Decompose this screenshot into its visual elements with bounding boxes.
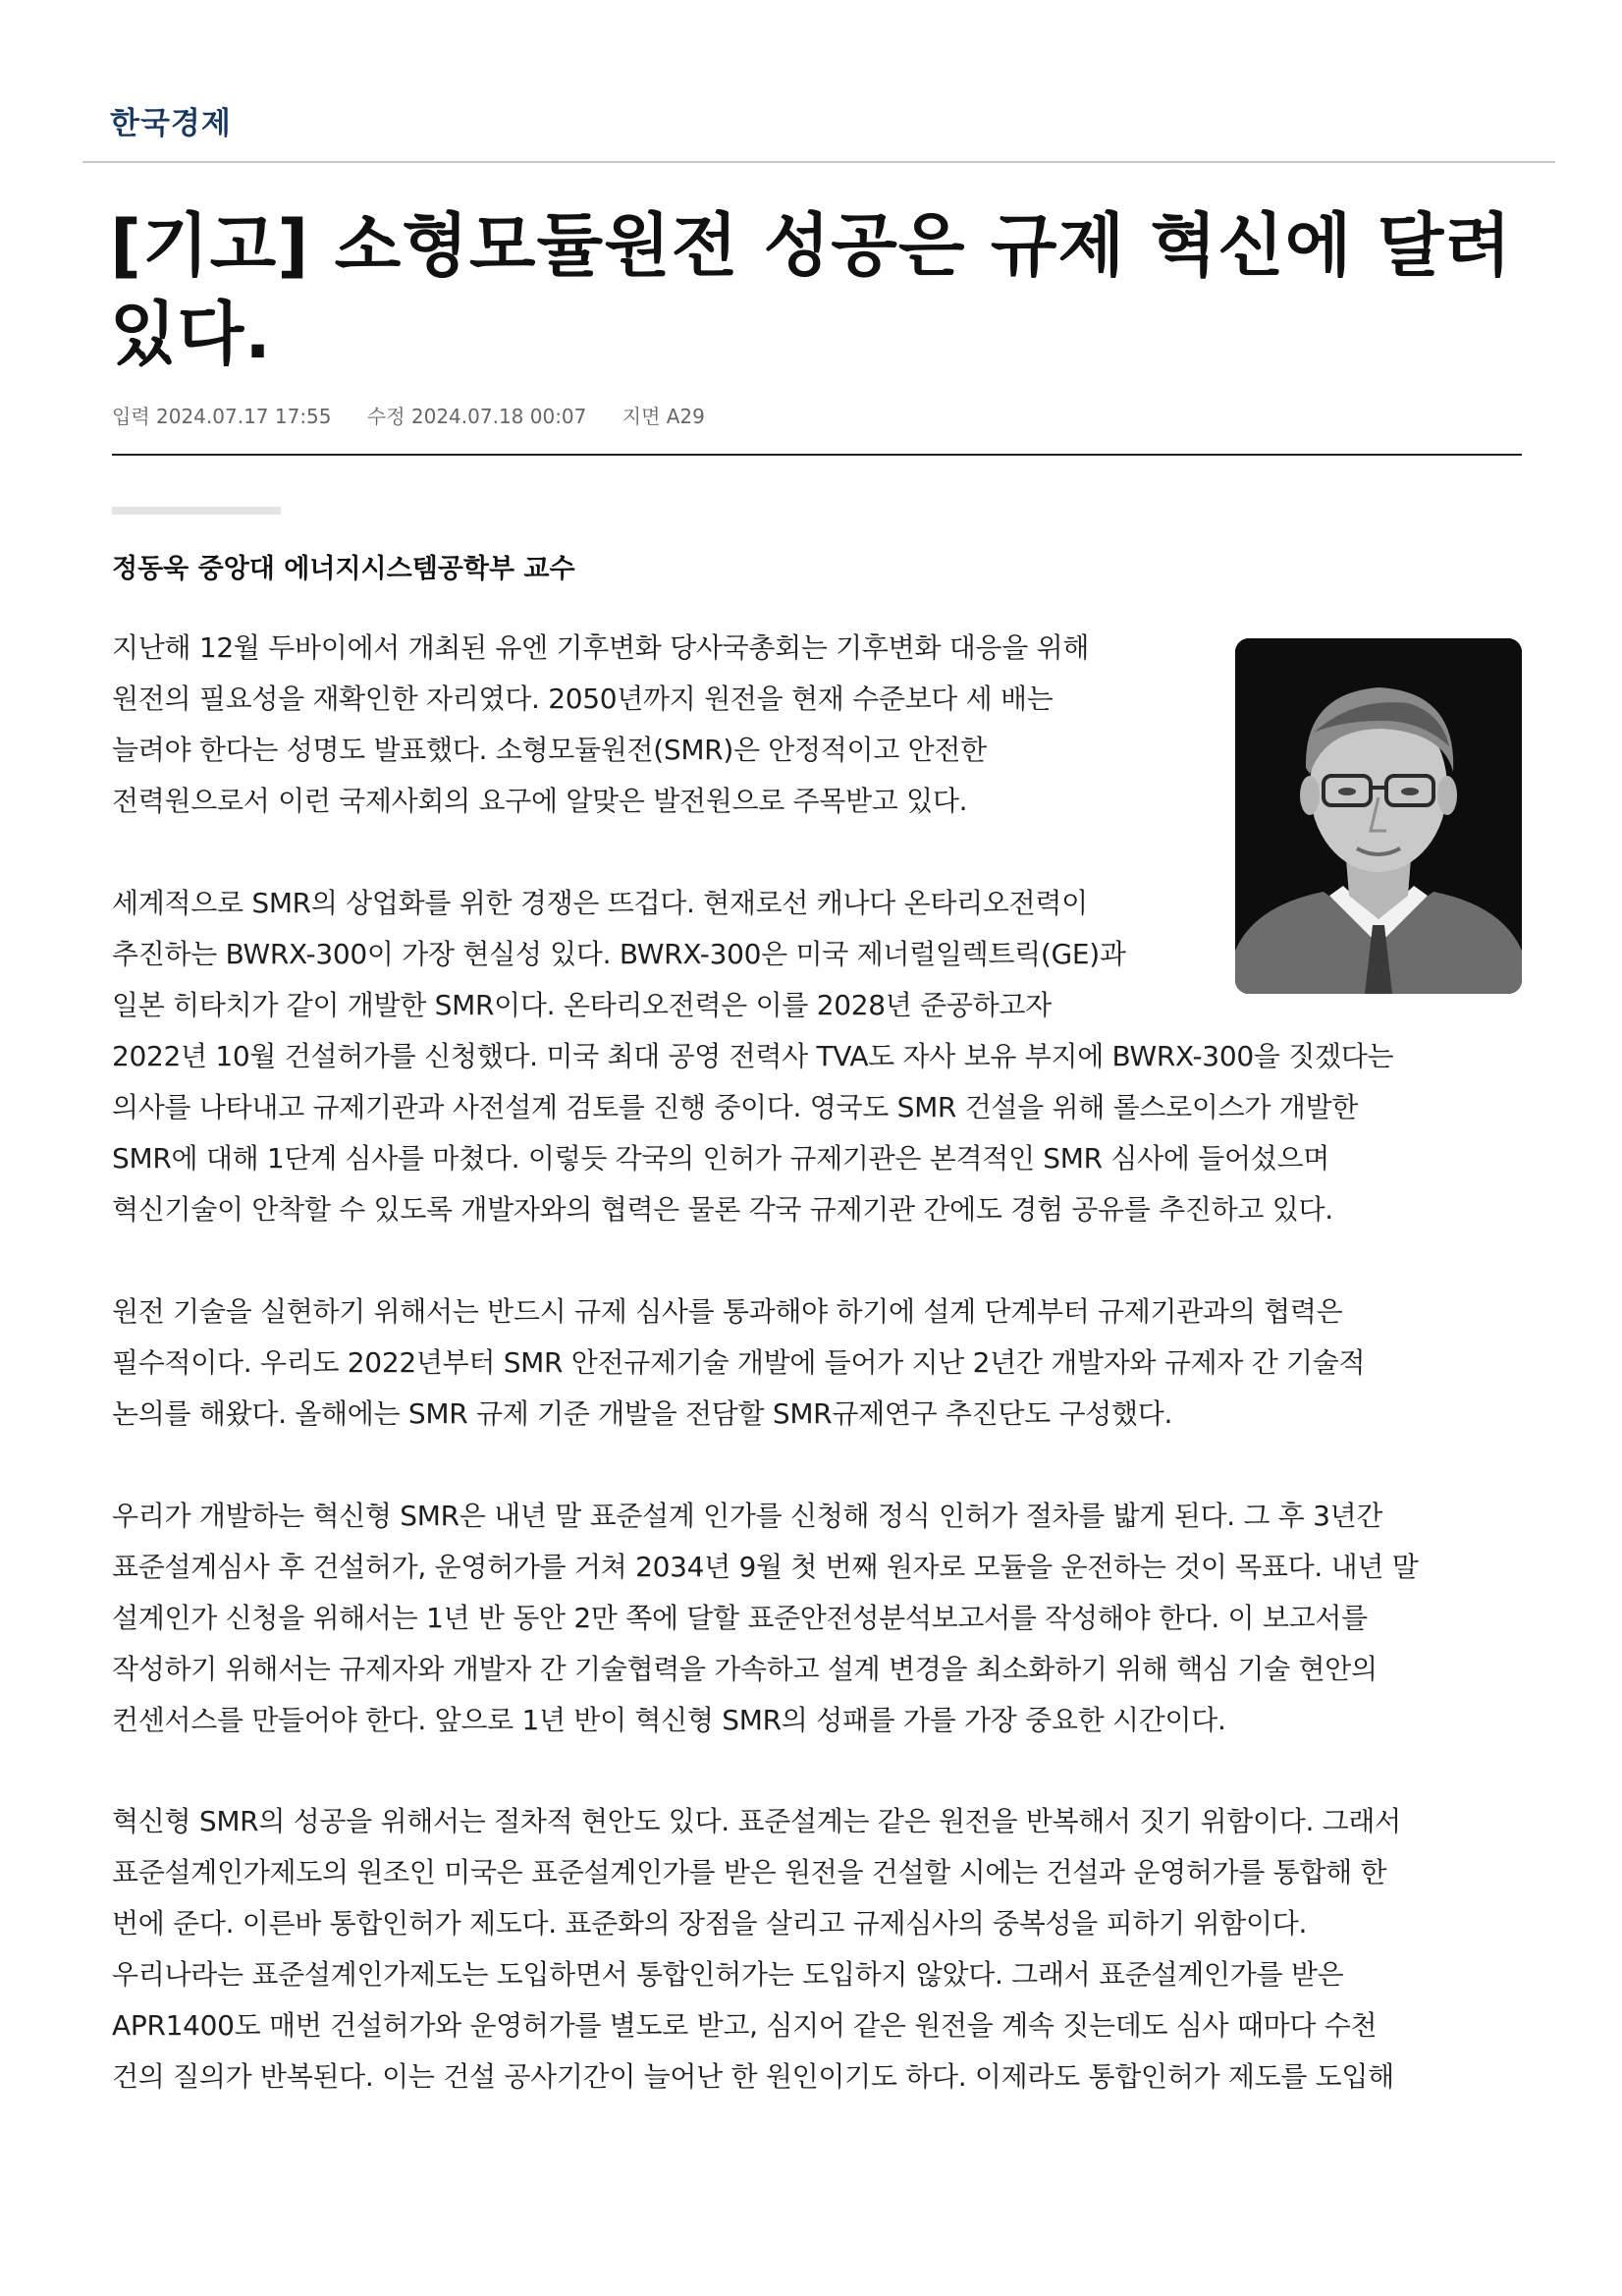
body-text-line: 건의 질의가 반복된다. 이는 건설 공사기간이 늘어난 한 원인이기도 하다. 이제라도 통합인허가 제도를 도입해 <box>112 2060 1394 2093</box>
article-headline <box>110 201 1524 378</box>
author-photo <box>1235 638 1522 994</box>
body-text-line: 원전 기술을 실현하기 위해서는 반드시 규제 심사를 통과해야 하기에 설계 단계부터 규제기관과의 협력은 <box>112 1295 1343 1328</box>
edit-time: 2024.07.18 00:07 <box>410 405 587 428</box>
body-text-line: 원전의 필요성을 재확인한 자리였다. 2050년까지 원전을 현재 수준보다 세 배는 <box>112 683 1054 715</box>
input-time: 2024.07.17 17:55 <box>156 405 332 428</box>
body-text-line: 세계적으로 SMR의 상업화를 위한 경쟁은 뜨겁다. 현재로선 캐나다 온타리오전력이 <box>112 887 1088 919</box>
body-text-line: 설계인가 신청을 위해서는 1년 반 동안 2만 쪽에 달할 표준안전성분석보고서를 작성해야 한다. 이 보고서를 <box>112 1602 1368 1634</box>
body-text-line: 혁신형 SMR의 성공을 위해서는 절차적 현안도 있다. 표준설계는 같은 원전을 반복해서 짓기 위함이다. 그래서 <box>112 1805 1401 1837</box>
input-label: 입력 <box>112 405 150 428</box>
body-text-line: SMR에 대해 1단계 심사를 마쳤다. 이렇듯 각국의 인허가 규제기관은 본격적인 SMR 심사에 들어섰으며 <box>112 1142 1329 1175</box>
author-byline: 정동욱 중앙대 에너지시스템공학부 교수 <box>112 554 575 584</box>
section-accent-bar <box>112 507 281 515</box>
body-text-line: 의사를 나타내고 규제기관과 사전설계 검토를 진행 중이다. 영국도 SMR 건설을 위해 롤스로이스가 개발한 <box>112 1091 1358 1123</box>
body-text-line: 필수적이다. 우리도 2022년부터 SMR 안전규제기술 개발에 들어가 지난 2년간 개발자와 규제자 간 기술적 <box>112 1346 1366 1379</box>
body-text-line: APR1400도 매번 건설허가와 운영허가를 별도로 받고, 심지어 같은 원전을 계속 짓는데도 심사 때마다 수천 <box>112 2009 1378 2042</box>
headline-line-1: [기고] 소형모듈원전 성공은 규제 혁신에 달려 <box>110 205 1512 286</box>
body-text-line: 컨센서스를 만들어야 한다. 앞으로 1년 반이 혁신형 SMR의 성패를 가를 가장 중요한 시간이다. <box>112 1704 1226 1736</box>
body-text-line: 번에 준다. 이른바 통합인허가 제도다. 표준화의 장점을 살리고 규제심사의 중복성을 피하기 위함이다. <box>112 1907 1308 1940</box>
body-text-line: 추진하는 BWRX-300이 가장 현실성 있다. BWRX-300은 미국 제너럴일렉트릭(GE)과 <box>112 938 1126 970</box>
masthead-logo[interactable]: 한국경제 <box>110 106 232 141</box>
headline-line-2: 있다. <box>110 294 272 374</box>
body-text-line: 늘려야 한다는 성명도 발표했다. 소형모듈원전(SMR)은 안정적이고 안전한 <box>112 734 987 766</box>
header-divider <box>82 161 1555 163</box>
body-text-line: 지난해 12월 두바이에서 개최된 유엔 기후변화 당사국총회는 기후변화 대응을 위해 <box>112 631 1090 664</box>
body-text-line: 2022년 10월 건설허가를 신청했다. 미국 최대 공영 전력사 TVA도 자사 보유 부지에 BWRX-300을 짓겠다는 <box>112 1040 1394 1072</box>
body-text-line: 작성하기 위해서는 규제자와 개발자 간 기술협력을 가속하고 설계 변경을 최소화하기 위해 핵심 기술 현안의 <box>112 1653 1378 1685</box>
body-text-line: 우리가 개발하는 혁신형 SMR은 내년 말 표준설계 인가를 신청해 정식 인허가 절차를 밟게 된다. 그 후 3년간 <box>112 1500 1383 1532</box>
article-meta <box>112 401 705 429</box>
body-text-line: 일본 히타치가 같이 개발한 SMR이다. 온타리오전력은 이를 2028년 준공하고자 <box>112 989 1052 1021</box>
edit-label: 수정 <box>366 405 406 428</box>
body-text-line: 표준설계인가제도의 원조인 미국은 표준설계인가를 받은 원전을 건설할 시에는 건설과 운영허가를 통합해 한 <box>112 1856 1387 1888</box>
body-text-line: 우리나라는 표준설계인가제도는 도입하면서 통합인허가는 도입하지 않았다. 그래서 표준설계인가를 받은 <box>112 1958 1344 1991</box>
page-label: 지면 <box>622 405 661 428</box>
body-text-line: 전력원으로서 이런 국제사회의 요구에 알맞은 발전원으로 주목받고 있다. <box>112 785 968 817</box>
body-text-line: 표준설계심사 후 건설허가, 운영허가를 거쳐 2034년 9월 첫 번째 원자로 모듈을 운전하는 것이 목표다. 내년 말 <box>112 1551 1419 1583</box>
body-text-line: 논의를 해왔다. 올해에는 SMR 규제 기준 개발을 전담할 SMR규제연구 추진단도 구성했다. <box>112 1397 1173 1430</box>
page-value: A29 <box>666 405 705 428</box>
meta-divider <box>112 454 1522 456</box>
author-portrait-image <box>1235 638 1522 994</box>
body-text-line: 혁신기술이 안착할 수 있도록 개발자와의 협력은 물론 각국 규제기관 간에도 경험 공유를 추진하고 있다. <box>112 1193 1333 1226</box>
